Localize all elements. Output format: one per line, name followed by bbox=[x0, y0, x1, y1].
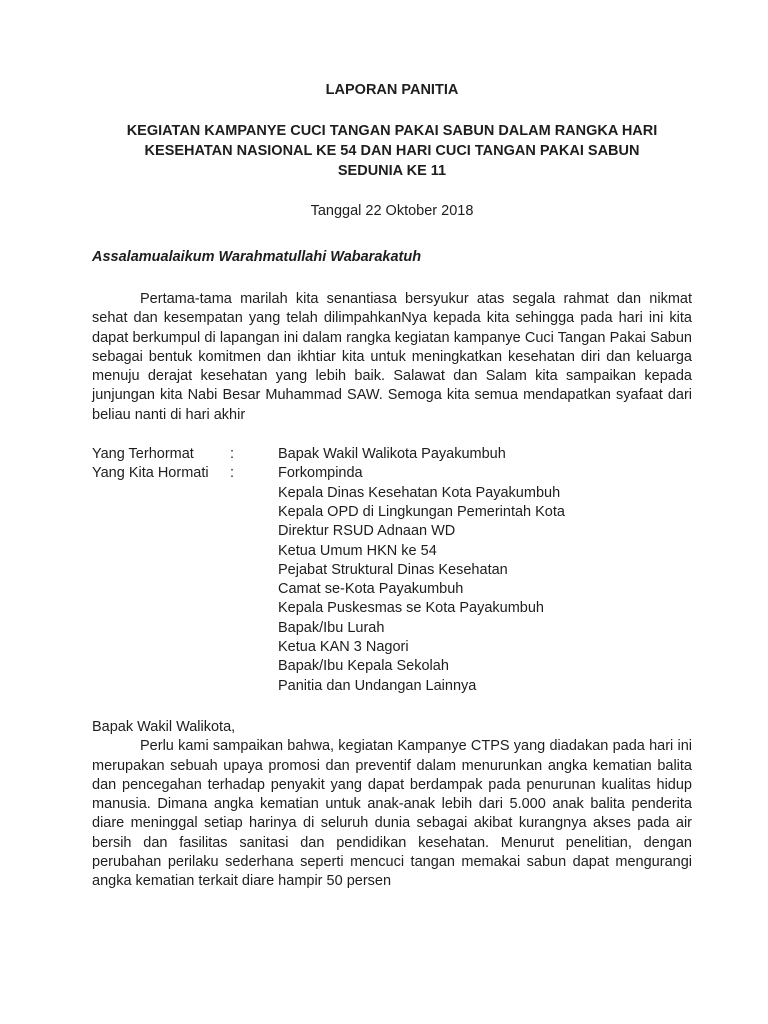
address-label bbox=[92, 580, 230, 599]
address-row bbox=[92, 657, 692, 676]
address-label bbox=[92, 638, 230, 657]
address-row bbox=[92, 561, 692, 580]
address-colon bbox=[230, 599, 278, 618]
body-paragraph: Perlu kami sampaikan bahwa, kegiatan Kampanye CTPS yang diadakan pada hari ini merupakan sebuah upaya promosi dan preventif dalam menurunkan angka kematian balita dan pencegahan terhadap penyakit yang dapat berdampak pada penurunan kualitas hidup manusia. Dimana angka kematian untuk anak-anak lebih dari 5.000 anak balita penderita diare meninggal setiap harinya di seluruh dunia sebagai akibat kurangnya akses pada air bersih dan fasilitas sanitasi dan pendidikan kesehatan. Menurut penelitian, dengan perubahan perilaku sederhana seperti mencuci tangan memakai sabun dapat mengurangi angka kematian terkait diare hampir 50 persen bbox=[92, 738, 692, 890]
address-value: Kepala Dinas Kesehatan Kota Payakumbuh bbox=[278, 484, 561, 501]
address-colon: : bbox=[230, 465, 235, 482]
address-row bbox=[92, 599, 692, 618]
opening-paragraph: Pertama-tama marilah kita senantiasa bersyukur atas segala rahmat dan nikmat sehat dan kesempatan yang telah dilimpahkanNya kepada kita sehingga pada hari ini kita dapat berkumpul di lapangan ini dalam rangka kegiatan kampanye Cuci Tangan Pakai Sabun sebagai bentuk komitmen dan ikhtiar kita untuk meningkatkan kesehatan diri dan keluarga menuju derajat kesehatan yang lebih baik. Salawat dan Salam kita sampaikan kepada junjungan kita Nabi Besar Muhammad SAW. Semoga kita semua mendapatkan syafaat dari beliau nanti di hari akhir bbox=[92, 291, 692, 423]
subtitle-line: KESEHATAN NASIONAL KE 54 DAN HARI CUCI TANGAN PAKAI SABUN bbox=[144, 143, 640, 159]
address-row bbox=[92, 484, 692, 503]
address-label bbox=[92, 542, 230, 561]
address-label bbox=[92, 503, 230, 522]
address-value: Pejabat Struktural Dinas Kesehatan bbox=[278, 561, 508, 578]
document-date: Tanggal 22 Oktober 2018 bbox=[310, 203, 474, 219]
address-colon bbox=[230, 677, 278, 696]
address-row bbox=[92, 503, 692, 522]
address-value: Panitia dan Undangan Lainnya bbox=[278, 677, 477, 694]
address-row bbox=[92, 638, 692, 657]
address-colon bbox=[230, 638, 278, 657]
address-colon bbox=[230, 580, 278, 599]
address-row bbox=[92, 522, 692, 541]
address-colon bbox=[230, 657, 278, 676]
address-list bbox=[92, 445, 692, 696]
address-value: Bapak/Ibu Kepala Sekolah bbox=[278, 658, 449, 675]
address-value: Forkompinda bbox=[278, 465, 363, 482]
greeting: Assalamualaikum Warahmatullahi Wabarakatuh bbox=[92, 249, 422, 265]
address-label bbox=[92, 619, 230, 638]
address-label bbox=[92, 677, 230, 696]
address-value: Ketua Umum HKN ke 54 bbox=[278, 542, 437, 559]
address-colon bbox=[230, 503, 278, 522]
address-row bbox=[92, 542, 692, 561]
address-colon bbox=[230, 484, 278, 503]
address-value: Ketua KAN 3 Nagori bbox=[278, 639, 409, 656]
address-colon: : bbox=[230, 446, 235, 463]
address-row bbox=[92, 677, 692, 696]
address-row bbox=[92, 445, 692, 464]
address-colon bbox=[230, 542, 278, 561]
address-row bbox=[92, 464, 692, 483]
document-title: LAPORAN PANITIA bbox=[325, 82, 459, 98]
subtitle-line: SEDUNIA KE 11 bbox=[337, 163, 447, 179]
address-value: Camat se-Kota Payakumbuh bbox=[278, 581, 464, 598]
address-label: Yang Kita Hormati bbox=[92, 465, 209, 482]
address-label bbox=[92, 484, 230, 503]
address-value: Kepala OPD di Lingkungan Pemerintah Kota bbox=[278, 503, 565, 520]
address-label bbox=[92, 522, 230, 541]
address-label: Yang Terhormat bbox=[92, 446, 194, 463]
address-colon bbox=[230, 561, 278, 580]
salutation: Bapak Wakil Walikota, bbox=[92, 718, 236, 735]
document-subtitle bbox=[92, 121, 692, 181]
address-colon bbox=[230, 522, 278, 541]
subtitle-line: KEGIATAN KAMPANYE CUCI TANGAN PAKAI SABUN DALAM RANGKA HARI bbox=[126, 123, 658, 139]
address-value: Bapak Wakil Walikota Payakumbuh bbox=[278, 446, 506, 463]
address-label bbox=[92, 561, 230, 580]
address-row bbox=[92, 619, 692, 638]
address-value: Bapak/Ibu Lurah bbox=[278, 619, 385, 636]
address-row bbox=[92, 580, 692, 599]
address-value: Kepala Puskesmas se Kota Payakumbuh bbox=[278, 600, 544, 617]
address-label bbox=[92, 657, 230, 676]
address-label bbox=[92, 599, 230, 618]
address-colon bbox=[230, 619, 278, 638]
address-value: Direktur RSUD Adnaan WD bbox=[278, 523, 456, 540]
